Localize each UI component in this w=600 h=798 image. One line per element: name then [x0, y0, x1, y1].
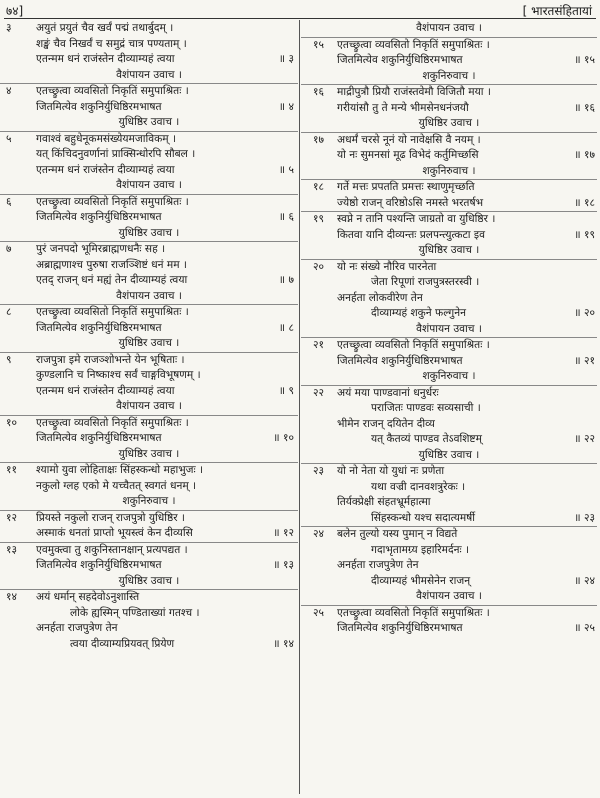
speaker-heading — [0, 226, 298, 242]
verse-text: एतन्मम धनं राजंस्तेन दीव्याम्यहं त्वया — [36, 384, 175, 397]
verse-text: अनर्हता राजपुत्रेण तेन — [36, 622, 118, 634]
verse-number: १४ — [6, 591, 18, 603]
verse-number: ११ — [6, 464, 18, 476]
verse-line — [0, 542, 298, 559]
verse-number: ५ — [6, 132, 12, 145]
verse-line — [0, 462, 298, 479]
verse-number: १५ — [313, 38, 325, 51]
verse-number: २५ — [313, 606, 325, 619]
verse-line — [0, 352, 298, 369]
verse-line — [0, 258, 298, 274]
verse-text: एतच्छ्रुत्वा व्यवसितो निकृतिं समुपाश्रितः । — [337, 339, 490, 351]
verse-line — [0, 479, 298, 495]
speaker-label: युधिष्ठिर उवाच । — [418, 448, 480, 461]
verse-end-marker: ॥ १५ — [574, 54, 595, 66]
verse-line — [0, 321, 298, 337]
verse-text: अनर्हता लोकवीरेण तेन — [337, 291, 423, 304]
verse-text: जितमित्येव शकुनिर्युधिष्ठिरमभाषत — [337, 622, 463, 634]
speaker-heading — [301, 164, 597, 180]
verse-line — [0, 304, 298, 321]
verse-line — [0, 637, 298, 653]
verse-text: जितमित्येव शकुनिर्युधिष्ठिरमभाषत — [337, 354, 463, 367]
verse-line — [301, 621, 597, 637]
verse-line — [0, 100, 298, 116]
verse-text: एतच्छ्रुत्वा व्यवसितो निकृतिं समुपाश्रितः । — [36, 195, 189, 208]
speaker-heading — [301, 243, 597, 259]
speaker-heading — [0, 494, 298, 510]
verse-text: नकुलो ग्लह एको मे यच्चैतत् स्वगतं धनम् । — [36, 479, 197, 492]
verse-end-marker: ॥ १८ — [574, 196, 595, 209]
verse-line — [0, 21, 298, 37]
verse-text: जेता रिपूणां राजपुत्रस्तरस्वी । — [371, 276, 480, 288]
verse-number: १८ — [313, 181, 325, 193]
verse-text: एतच्छ्रुत्वा व्यवसितो निकृतिं समुपाश्रितः । — [36, 85, 189, 97]
verse-text: एतन्मम धनं राजंस्तेन दीव्याम्यहं त्वया — [36, 53, 175, 65]
verse-line — [0, 163, 298, 179]
verse-line — [0, 241, 298, 258]
verse-text: जितमित्येव शकुनिर्युधिष्ठिरमभाषत — [36, 211, 162, 223]
verse-text: एतच्छ्रुत्वा व्यवसितो निकृतिं समुपाश्रितः । — [36, 416, 189, 429]
speaker-label: वैशंपायन उवाच । — [416, 322, 482, 335]
verse-text: भीमेन राजन् दयितेन दीव्य — [337, 417, 435, 430]
verse-line — [0, 147, 298, 163]
verse-text: अनर्हता राजपुत्रेण तेन — [337, 559, 419, 571]
verse-text: यो नः सुमनसां मूढ विभेदं कर्तुमिच्छसि — [337, 149, 479, 161]
verse-text: यथा वज्री दानवशत्रुरेकः । — [371, 480, 466, 493]
right-column — [301, 21, 597, 795]
verse-line — [0, 510, 298, 527]
verse-text: गदाभृतामग्र्य इहारिमर्दनः । — [371, 543, 469, 556]
verse-line — [301, 228, 597, 244]
verse-text: जितमित्येव शकुनिर्युधिष्ठिरमभाषत — [337, 54, 463, 66]
verse-text: यत् किंचिदनुवर्णानां प्राक्सिन्धोरपि सौबल । — [36, 148, 196, 160]
verse-number: १७ — [313, 133, 325, 146]
verse-line — [0, 131, 298, 148]
verse-end-marker: ॥ २४ — [574, 574, 595, 587]
speaker-heading — [301, 322, 597, 338]
verse-line — [301, 463, 597, 480]
verse-text: सिंहस्कन्धो यश्च सदात्यमर्षी — [371, 511, 476, 524]
verse-number: ६ — [6, 195, 12, 208]
speaker-heading — [0, 447, 298, 463]
verse-line — [0, 384, 298, 400]
verse-end-marker: ॥ ९ — [278, 384, 294, 397]
speaker-heading — [301, 448, 597, 464]
verse-line — [301, 417, 597, 433]
verse-line — [0, 431, 298, 447]
verse-number: १० — [6, 416, 18, 429]
verse-line — [301, 401, 597, 417]
verse-line — [301, 148, 597, 164]
verse-end-marker: ॥ १९ — [574, 228, 595, 241]
verse-text: बलेन तुल्यो यस्य पुमान् न विद्यते — [337, 528, 458, 540]
speaker-heading — [301, 69, 597, 85]
verse-end-marker: ॥ २१ — [574, 354, 595, 367]
verse-number: ७ — [6, 243, 12, 255]
verse-end-marker: ॥ १० — [273, 432, 294, 444]
verse-line — [301, 574, 597, 590]
verse-line — [0, 368, 298, 384]
speaker-label: वैशंपायन उवाच । — [116, 400, 182, 412]
verse-line — [301, 259, 597, 276]
page-number: ७४] — [6, 4, 24, 18]
verse-line — [301, 291, 597, 307]
verse-line — [301, 132, 597, 149]
verse-number: ९ — [6, 353, 12, 366]
speaker-heading — [301, 116, 597, 132]
speaker-heading — [301, 589, 597, 605]
speaker-label: युधिष्ठिर उवाच । — [418, 117, 480, 129]
verse-text: गवाश्वं बहुधेनूकमसंख्येयमजाविकम् । — [36, 132, 176, 145]
verse-end-marker: ॥ ७ — [278, 274, 294, 286]
verse-text: प्रियस्ते नकुलो राजन् राजपुत्रो युधिष्ठिर । — [36, 511, 185, 524]
verse-line — [301, 179, 597, 196]
verse-text: अयं धर्मान् सहदेवोऽनुशास्ति — [36, 591, 140, 603]
speaker-label: युधिष्ठिर उवाच । — [118, 574, 180, 587]
verse-number: २४ — [313, 528, 325, 540]
verse-text: अयं मया पाण्डवानां धनुर्धरः — [337, 386, 439, 399]
verse-text: स्वप्ने न तानि पश्यन्ति जाग्रतो वा युधिष्ठिर । — [337, 213, 496, 225]
verse-number: ८ — [6, 306, 12, 318]
verse-line — [301, 558, 597, 574]
verse-number: २१ — [313, 339, 325, 351]
speaker-label: शकुनिरुवाच । — [422, 370, 476, 382]
verse-line — [0, 52, 298, 68]
speaker-heading — [0, 178, 298, 194]
verse-text: जितमित्येव शकुनिर्युधिष्ठिरमभाषत — [36, 559, 162, 571]
verse-line — [0, 558, 298, 574]
verse-text: एतच्छ्रुत्वा व्यवसितो निकृतिं समुपाश्रितः । — [36, 306, 189, 318]
verse-number: १३ — [6, 543, 18, 556]
speaker-label: युधिष्ठिर उवाच । — [118, 226, 180, 239]
verse-text: एवमुक्त्वा तु शकुनिस्तानक्षान् प्रत्यपद्यत । — [36, 543, 188, 556]
verse-line — [301, 196, 597, 212]
verse-line — [0, 621, 298, 637]
speaker-label: वैशंपायन उवाच । — [116, 179, 182, 191]
verse-text: जितमित्येव शकुनिर्युधिष्ठिरमभाषत — [36, 432, 162, 444]
speaker-label: वैशंपायन उवाच । — [416, 590, 482, 602]
verse-text: यत् कैतव्यं पाण्डव तेऽवशिष्टम् — [371, 433, 482, 445]
speaker-label: युधिष्ठिर उवाच । — [118, 116, 180, 128]
verse-line — [301, 84, 597, 101]
speaker-label: शकुनिरुवाच । — [122, 495, 176, 507]
speaker-heading — [0, 289, 298, 305]
verse-line — [301, 526, 597, 543]
verse-text: जितमित्येव शकुनिर्युधिष्ठिरमभाषत — [36, 100, 162, 113]
verse-end-marker: ॥ १३ — [273, 559, 294, 571]
verse-line — [301, 432, 597, 448]
verse-line — [301, 385, 597, 402]
verse-number: २२ — [313, 386, 325, 399]
verse-number: १२ — [6, 511, 18, 524]
verse-end-marker: ॥ १४ — [273, 637, 294, 650]
verse-end-marker: ॥ १७ — [574, 149, 595, 161]
verse-text: एतन्मम धनं राजंस्तेन दीव्याम्यहं त्वया — [36, 163, 175, 176]
verse-line — [0, 210, 298, 226]
speaker-heading — [301, 369, 597, 385]
verse-line — [0, 526, 298, 542]
verse-text: एतद् राजन् धनं मह्यं तेन दीव्याम्यहं त्वया — [36, 274, 188, 286]
speaker-heading — [0, 336, 298, 352]
speaker-heading — [0, 115, 298, 131]
verse-text: एतच्छ्रुत्वा व्यवसितो निकृतिं समुपाश्रितः । — [337, 606, 490, 619]
speaker-label: वैशंपायन उवाच । — [116, 289, 182, 302]
verse-line — [301, 37, 597, 54]
verse-end-marker: ॥ ४ — [278, 100, 294, 113]
verse-text: दीव्याम्यहं भीमसेनेन राजन् — [371, 574, 471, 587]
verse-number: २३ — [313, 465, 325, 477]
speaker-heading — [0, 574, 298, 590]
left-column — [0, 21, 298, 795]
verse-line — [0, 273, 298, 289]
verse-line — [0, 194, 298, 211]
verse-text: अयुतं प्रयुतं चैव खर्वं पद्मं तथार्बुदम् । — [36, 22, 174, 34]
verse-text: पराजितः पाण्डवः सव्यसाची । — [371, 402, 481, 414]
verse-line — [301, 337, 597, 354]
verse-number: ४ — [6, 85, 12, 97]
verse-number: १६ — [313, 86, 325, 98]
verse-line — [301, 480, 597, 496]
verse-text: पुरं जनपदो भूमिरब्राह्मणधनैः सह । — [36, 243, 166, 255]
verse-text: माद्रीपुत्रौ प्रियौ राजंस्तवेमौ विजितौ मया । — [337, 86, 491, 98]
verse-text: गर्ते मत्तः प्रपतति प्रमत्तः स्थाणुमृच्छति — [337, 181, 475, 193]
speaker-label: वैशंपायन उवाच । — [116, 68, 182, 81]
verse-text: ज्येष्ठो राजन् वरिष्ठोऽसि नमस्ते भरतर्षभ — [337, 196, 484, 209]
verse-end-marker: ॥ ३ — [278, 53, 294, 65]
verse-text: कुण्डलानि च निष्काश्च सर्वं चाङ्गविभूषणम् । — [36, 369, 201, 381]
verse-number: ३ — [6, 22, 12, 34]
verse-line — [301, 53, 597, 69]
verse-text: यो नः संख्ये नौरिव पारनेता — [337, 260, 437, 273]
verse-line — [301, 511, 597, 527]
speaker-label: वैशंपायन उवाच । — [416, 22, 482, 34]
speaker-label: युधिष्ठिर उवाच । — [418, 244, 480, 256]
verse-line — [301, 543, 597, 559]
column-divider — [299, 20, 300, 794]
verse-end-marker: ॥ ८ — [278, 321, 294, 334]
verse-text: जितमित्येव शकुनिर्युधिष्ठिरमभाषत — [36, 321, 162, 334]
header-rule — [4, 18, 596, 19]
verse-line — [0, 415, 298, 432]
verse-line — [301, 495, 597, 511]
verse-text: श्यामो युवा लोहिताक्षः सिंहस्कन्धो महाभुजः । — [36, 464, 204, 476]
verse-line — [0, 589, 298, 606]
verse-text: शङ्खं चैव निखर्वं च समुद्रं चात्र पण्यताम् । — [36, 37, 187, 50]
verse-text: यो नो नेता यो युधां नः प्रणेता — [337, 465, 445, 477]
speaker-label: शकुनिरुवाच । — [422, 69, 476, 82]
verse-text: त्वया दीव्याम्यप्रियवत् प्रियेण — [70, 637, 175, 650]
verse-end-marker: ॥ २० — [574, 307, 595, 319]
verse-number: २० — [313, 260, 325, 273]
verse-text: लोके ह्यस्मिन् पण्डिताख्यां गतश्च । — [70, 606, 200, 619]
speaker-label: युधिष्ठिर उवाच । — [118, 447, 180, 460]
speaker-heading — [0, 68, 298, 84]
speaker-heading — [0, 399, 298, 415]
verse-text: एतच्छ्रुत्वा व्यवसितो निकृतिं समुपाश्रितः । — [337, 38, 490, 51]
page-header — [0, 0, 600, 20]
verse-end-marker: ॥ १६ — [574, 101, 595, 114]
verse-line — [301, 275, 597, 291]
verse-end-marker: ॥ २५ — [574, 622, 595, 634]
verse-text: अस्माकं धनतां प्राप्तो भूयस्त्वं केन दीव्यसि — [36, 527, 193, 539]
speaker-label: शकुनिरुवाच । — [422, 164, 476, 177]
verse-end-marker: ॥ २३ — [574, 511, 595, 524]
verse-line — [0, 606, 298, 622]
verse-text: तिर्यक्प्रेक्षी संहतभ्रूर्महात्मा — [337, 496, 431, 508]
verse-line — [301, 605, 597, 622]
verse-text: अब्राह्मणाश्च पुरुषा राजञ्शिष्टं धनं मम । — [36, 258, 187, 271]
speaker-heading — [301, 21, 597, 37]
verse-line — [301, 306, 597, 322]
speaker-label: युधिष्ठिर उवाच । — [118, 337, 180, 349]
verse-text: कितवा यानि दीव्यन्तः प्रलपन्त्युत्कटा इव — [337, 228, 485, 241]
verse-line — [0, 83, 298, 100]
verse-line — [0, 37, 298, 53]
verse-line — [301, 101, 597, 117]
verse-end-marker: ॥ २२ — [574, 433, 595, 445]
running-title: [ भारतसंहितायां — [522, 4, 592, 18]
verse-text: गरीयांसौ तु ते मन्ये भीमसेनधनंजयौ — [337, 101, 469, 114]
verse-end-marker: ॥ ६ — [278, 211, 294, 223]
verse-line — [301, 354, 597, 370]
verse-text: अधर्मं चरसे नूनं यो नावेक्षसि वै नयम् । — [337, 133, 481, 146]
verse-text: राजपुत्रा इमे राजञ्शोभन्ते येन भूषिताः । — [36, 353, 185, 366]
verse-number: १९ — [313, 213, 325, 225]
verse-end-marker: ॥ ५ — [278, 163, 294, 176]
verse-end-marker: ॥ १२ — [273, 527, 294, 539]
verse-line — [301, 211, 597, 228]
verse-text: दीव्याम्यहं शकुने फल्गुनेन — [371, 307, 466, 319]
